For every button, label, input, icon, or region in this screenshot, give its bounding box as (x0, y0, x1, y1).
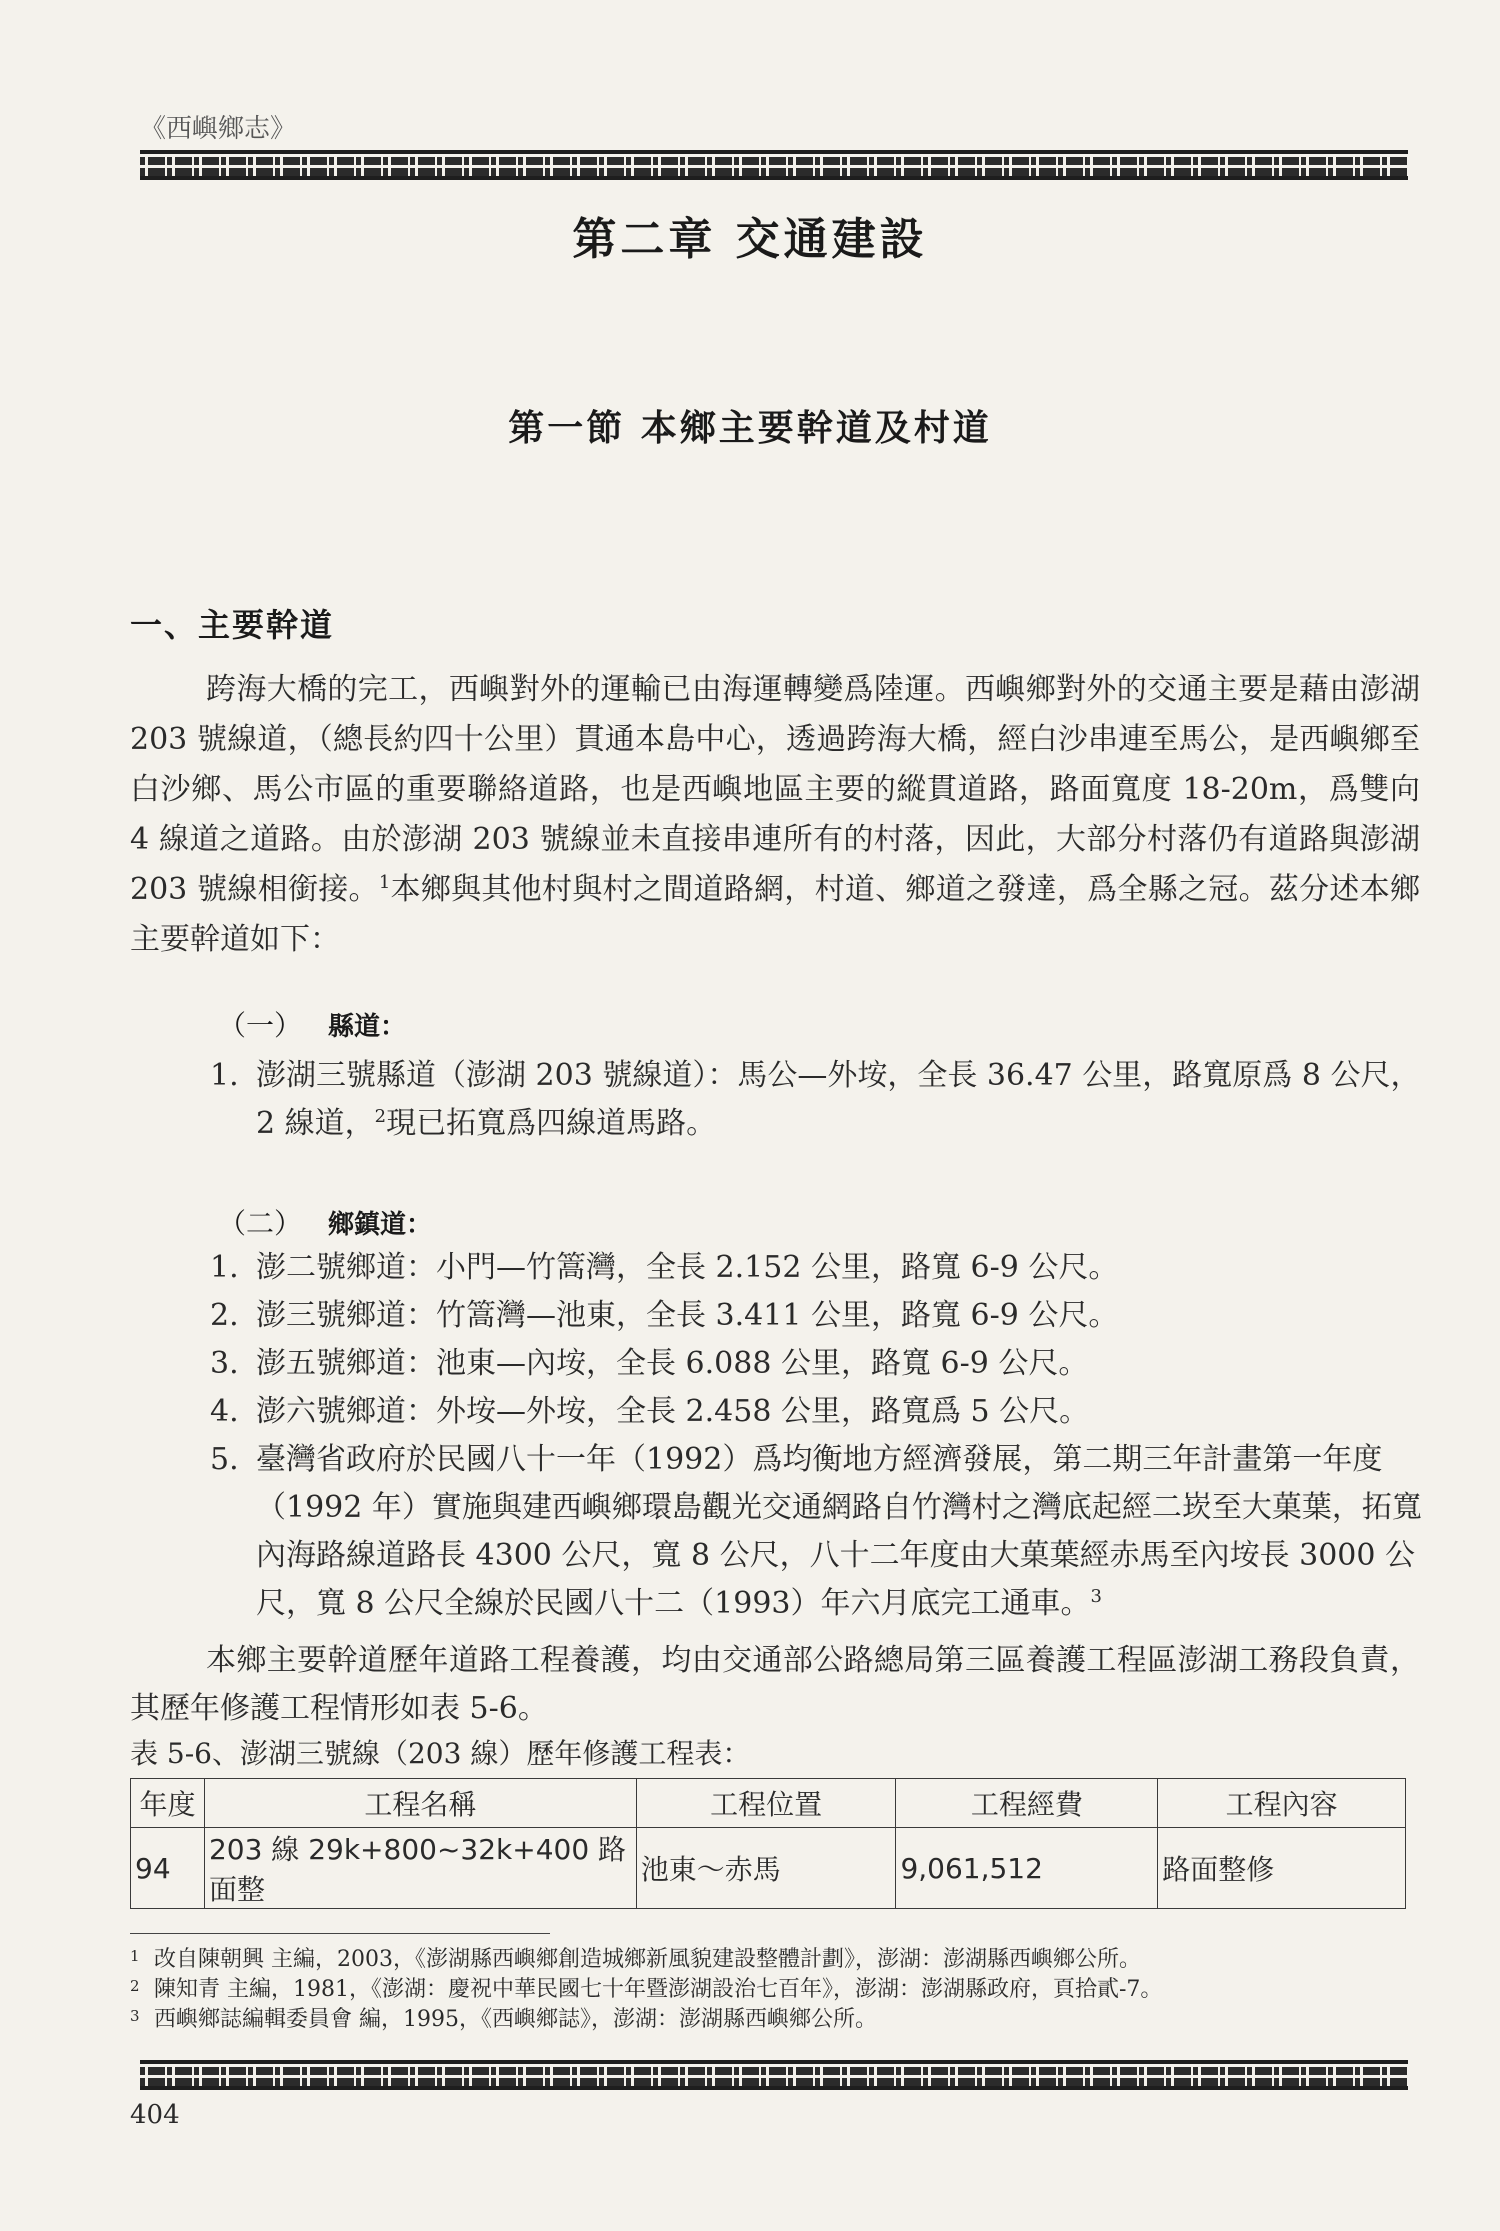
list-item (210, 1052, 1422, 1148)
list-item (210, 1340, 1422, 1388)
table-header-cell: 工程名稱 (204, 1779, 636, 1828)
list-item-number: 4. (210, 1394, 239, 1429)
footnote-text: 改自陳朝興 主編，2003，《澎湖縣西嶼鄉創造城鄉新風貌建設整體計劃》，澎湖：澎湖縣西嶼鄉公所。 (154, 1947, 1141, 1972)
footnote-ref-1[interactable]: 1 (378, 872, 391, 893)
paragraph-intro-part1: 跨海大橋的完工，西嶼對外的運輸已由海運轉變爲陸運。西嶼鄉對外的交通主要是藉由澎湖 203 號線道，（總長約四十公里）貫通本島中心，透過跨海大橋，經白沙串連至馬公，是西嶼鄉至白沙鄉、馬公市區的重要聯絡道路，也是西嶼地區主要的縱貫道路，路面寬度 18-20m，爲雙向 4 線道之道路。由於澎湖 203 號線並未直接串連所有的村落，因此，大部分村落仍有道路與澎湖 203 號線相銜接。 (130, 672, 1420, 907)
table-row (131, 1828, 1406, 1909)
table-cell: 路面整修 (1158, 1828, 1406, 1909)
page-number: 404 (130, 2100, 180, 2130)
list-item-text-cont: 現已拓寬爲四線道馬路。 (386, 1106, 717, 1141)
paragraph-intro (130, 665, 1420, 965)
table-caption: 表 5-6、澎湖三號線（203 線）歷年修護工程表： (130, 1737, 751, 1770)
chapter-title: 第二章 交通建設 (572, 214, 928, 265)
subsection-number: （二） (218, 1207, 303, 1240)
list-item-number: 1. (210, 1058, 239, 1093)
subheading-main-roads: 一、主要幹道 (130, 606, 335, 644)
footnote-number: 3 (130, 2007, 140, 2025)
list-item-text: 澎六號鄉道：外垵—外垵，全長 2.458 公里，路寬爲 5 公尺。 (256, 1394, 1090, 1429)
footnote (130, 1945, 1410, 1975)
footnote (130, 1975, 1410, 2005)
footnote-number: 1 (130, 1947, 140, 1965)
table-header-row (131, 1779, 1406, 1828)
table-cell: 203 線 29k+800~32k+400 路面整 (204, 1828, 636, 1909)
list-item-number: 3. (210, 1346, 239, 1381)
paragraph-intro-part2: 本鄉與其他村與村之間道路網，村道、鄉道之發達，爲全縣之冠。茲分述本鄉主要幹道如下： (130, 872, 1421, 957)
paragraph-maintenance: 本鄉主要幹道歷年道路工程養護，均由交通部公路總局第三區養護工程區澎湖工務段負責，其歷年修護工程情形如表 5-6。 (130, 1643, 1420, 1726)
list-item-number: 2. (210, 1298, 239, 1333)
footnote-number: 2 (130, 1977, 140, 1995)
table-cell: 9,061,512 (896, 1828, 1158, 1909)
list-item-text: 澎湖三號縣道（澎湖 203 號線道）：馬公—外垵，全長 36.47 公里，路寬原爲 8 公尺，2 線道， (256, 1058, 1421, 1141)
footnote-text: 西嶼鄉誌編輯委員會 編，1995，《西嶼鄉誌》，澎湖：澎湖縣西嶼鄉公所。 (154, 2007, 877, 2032)
subsection-county-roads (218, 1004, 406, 1044)
list-item-number: 5. (210, 1442, 239, 1477)
list-item-number: 1. (210, 1250, 239, 1285)
subsection-label: 縣道： (328, 1012, 407, 1042)
ornamental-border-top (140, 150, 1408, 180)
table-header-cell: 工程經費 (896, 1779, 1158, 1828)
table-header-cell: 工程位置 (636, 1779, 896, 1828)
list-item-text: 澎五號鄉道：池東—內垵，全長 6.088 公里，路寬 6-9 公尺。 (256, 1346, 1089, 1381)
footnote-divider (130, 1933, 550, 1934)
list-item (210, 1436, 1422, 1628)
ornamental-border-bottom (140, 2060, 1408, 2090)
subsection-label: 鄉鎮道： (328, 1210, 433, 1240)
table-cell: 94 (131, 1828, 205, 1909)
list-item (210, 1388, 1422, 1436)
table-header-cell: 工程內容 (1158, 1779, 1406, 1828)
list-item-text: 澎二號鄉道：小門—竹篙灣，全長 2.152 公里，路寬 6-9 公尺。 (256, 1250, 1119, 1285)
footnotes (130, 1945, 1410, 2035)
footnote-text: 陳知青 主編，1981，《澎湖：慶祝中華民國七十年暨澎湖設治七百年》，澎湖：澎湖縣政府，頁拾貳-7。 (154, 1977, 1163, 2002)
section-title: 第一節 本鄉主要幹道及村道 (508, 407, 992, 449)
list-item-text: 澎三號鄉道：竹篙灣—池東，全長 3.411 公里，路寬 6-9 公尺。 (256, 1298, 1119, 1333)
list-item-text: 臺灣省政府於民國八十一年（1992）爲均衡地方經濟發展，第二期三年計畫第一年度（1992 年）實施與建西嶼鄉環島觀光交通網路自竹灣村之灣底起經二崁至大菓葉，拓寬內海路線道路長 4300 公尺，寬 8 公尺，八十二年度由大菓葉經赤馬至內垵長 3000 公尺，寬 8 公尺全線於民國八十二（1993）年六月底完工通車。 (256, 1442, 1422, 1621)
subsection-number: （一） (218, 1009, 303, 1042)
county-road-list (210, 1052, 1422, 1148)
footnote-ref-2[interactable]: 2 (374, 1106, 387, 1127)
footnote-ref-3[interactable]: 3 (1090, 1586, 1102, 1607)
table-cell: 池東～赤馬 (636, 1828, 896, 1909)
maintenance-table (130, 1778, 1406, 1909)
list-item (210, 1244, 1422, 1292)
table-header-cell: 年度 (131, 1779, 205, 1828)
footnote (130, 2005, 1410, 2035)
running-head: 《西嶼鄉志》 (140, 114, 297, 144)
list-item (210, 1292, 1422, 1340)
township-road-list (210, 1244, 1422, 1628)
subsection-township-roads (218, 1202, 432, 1242)
